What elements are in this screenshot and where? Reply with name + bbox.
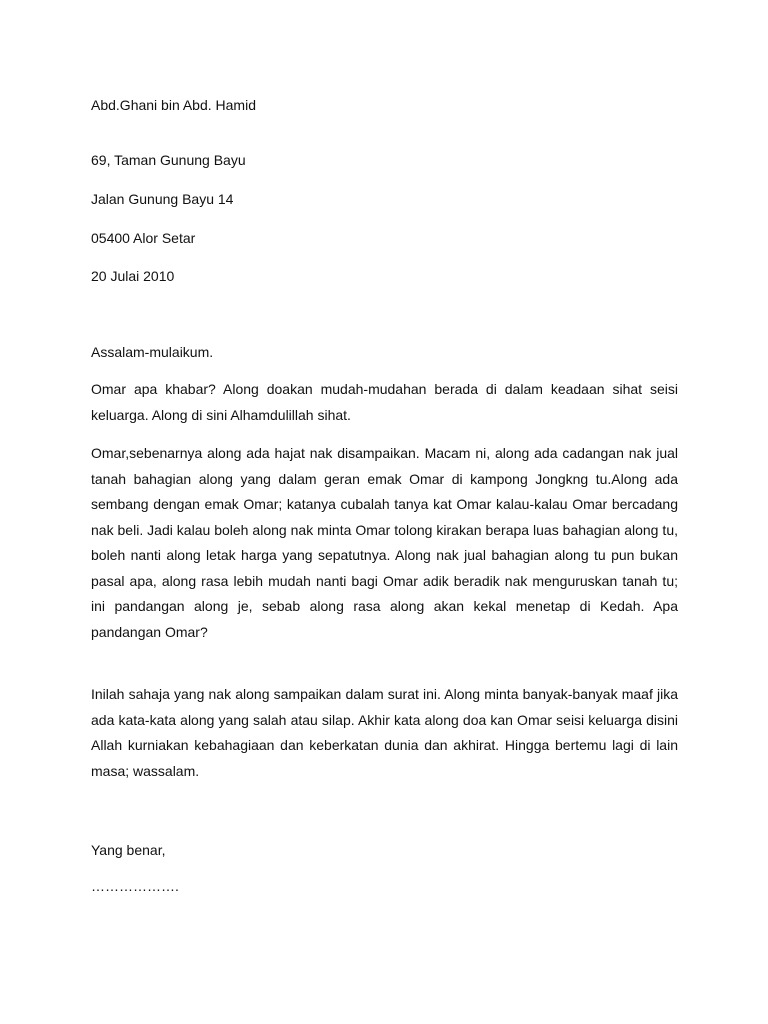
signature-dots: ………………. xyxy=(91,878,179,894)
address-line-2: Jalan Gunung Bayu 14 xyxy=(91,191,234,207)
paragraph-2: Omar,sebenarnya along ada hajat nak disampaikan. Macam ni, along ada cadangan nak jual tanah bahagian along yang dalam geran emak Omar di kampong Jongkng tu.Along ada sembang dengan emak Omar; katanya cubalah tanya kat Omar kalau-kalau Omar bercadang nak beli. Jadi kalau boleh along nak minta Omar tolong kirakan berapa luas bahagian along tu, boleh nanti along letak harga yang sepatutnya. Along nak jual bahagian along tu pun bukan pasal apa, along rasa lebih mudah nanti bagi Omar adik beradik nak menguruskan tanah tu; ini pandangan along je, sebab along rasa along akan kekal menetap di Kedah. Apa pandangan Omar? xyxy=(91,445,678,640)
greeting: Assalam-mulaikum. xyxy=(91,344,214,360)
address-line-3: 05400 Alor Setar xyxy=(91,230,196,246)
paragraph-1: Omar apa khabar? Along doakan mudah-mudahan berada di dalam keadaan sihat seisi keluarga. Along di sini Alhamdulillah sihat. xyxy=(91,381,678,423)
paragraph-3: Inilah sahaja yang nak along sampaikan dalam surat ini. Along minta banyak-banyak maaf jika ada kata-kata along yang salah atau silap. Akhir kata along doa kan Omar seisi keluarga disini Allah kurniakan kebahagiaan dan keberkatan dunia dan akhirat. Hingga bertemu lagi di lain masa; wassalam. xyxy=(91,686,678,779)
sender-name: Abd.Ghani bin Abd. Hamid xyxy=(91,97,256,113)
address-line-1: 69, Taman Gunung Bayu xyxy=(91,152,246,168)
closing: Yang benar, xyxy=(91,842,166,858)
letter-date: 20 Julai 2010 xyxy=(91,268,175,284)
